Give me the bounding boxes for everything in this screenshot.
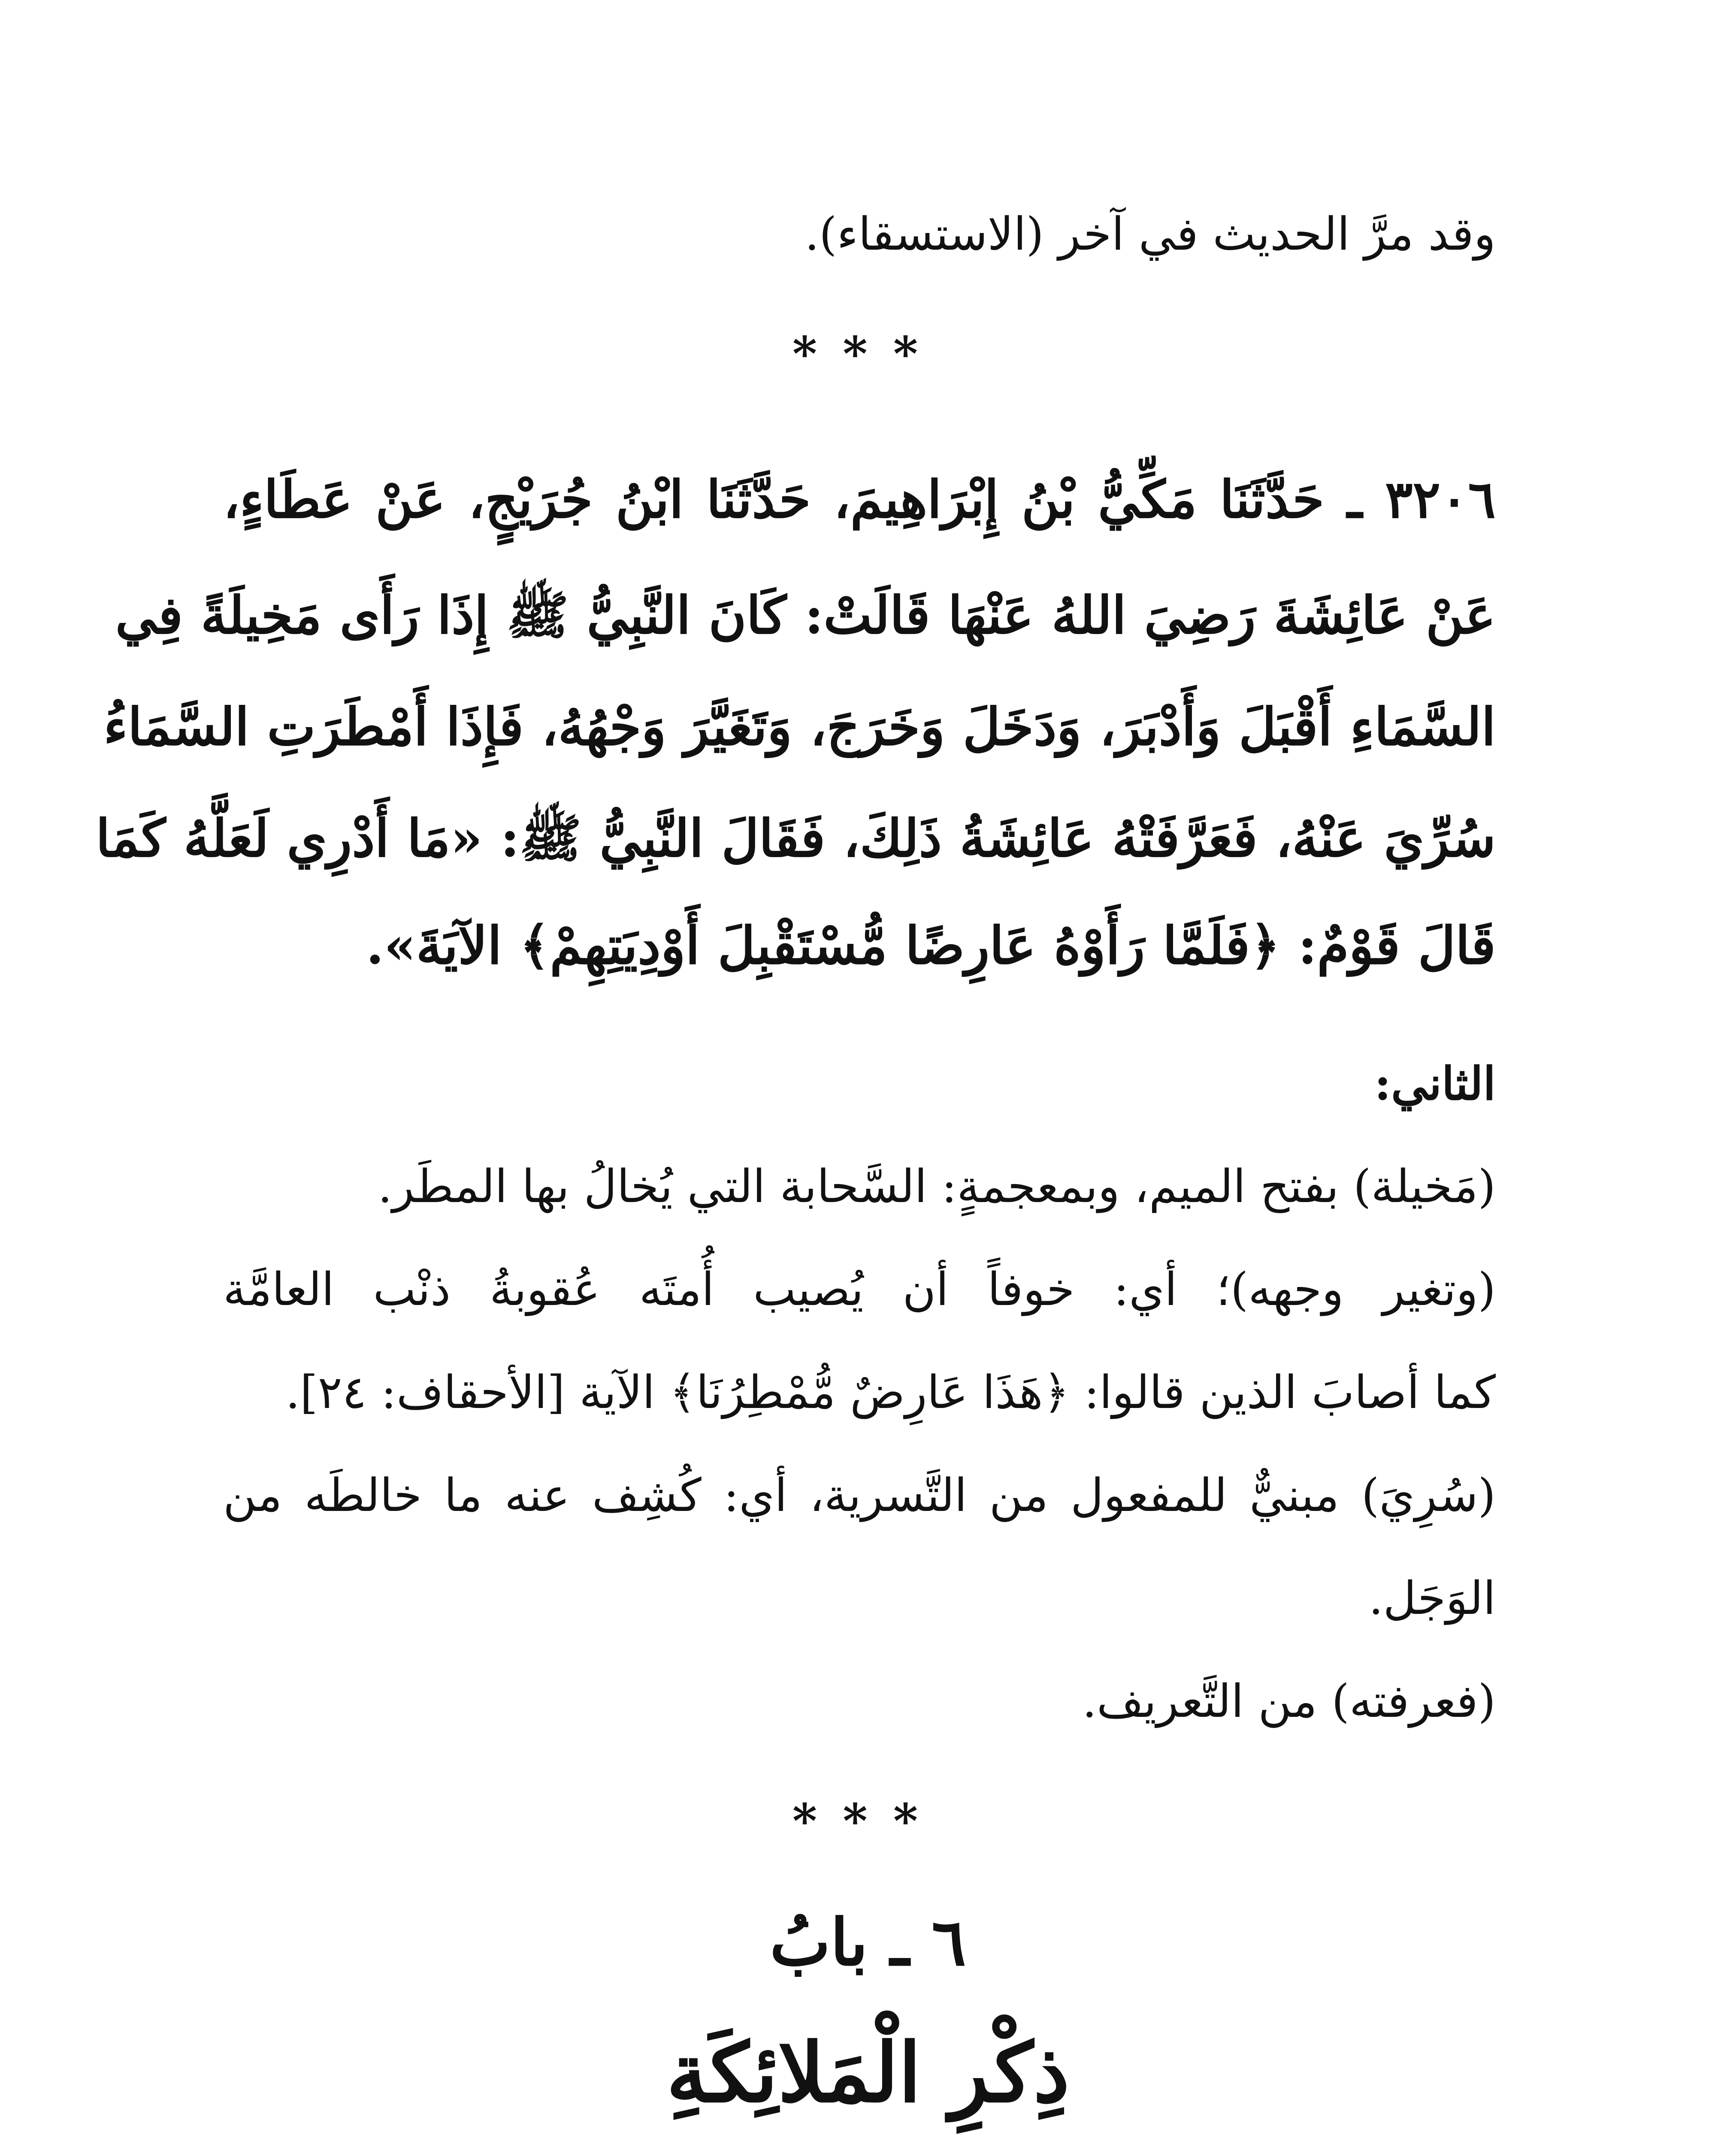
commentary-line-6: (فعرفته) من التَّعريف. xyxy=(1082,1675,1496,1728)
commentary-line-2: (وتغير وجهه)؛ أي: خوفاً أن يُصيب أُمتَه عُقوبةُ ذنْب العامَّة xyxy=(223,1263,1496,1316)
separator-stars: *** xyxy=(792,326,944,381)
hadith-line-4: سُرِّيَ عَنْهُ، فَعَرَّفَتْهُ عَائِشَةُ ذَلِكَ، فَقَالَ النَّبِيُّ ﷺ: «مَا أَدْرِي لَعَلَّهُ كَمَا xyxy=(96,808,1496,869)
hadith-line-2: عَنْ عَائِشَةَ رَضِيَ اللهُ عَنْهَا قَالَتْ: كَانَ النَّبِيُّ ﷺ إِذَا رَأَى مَخِيلَةً فِي xyxy=(115,585,1496,646)
commentary-line-5: الوَجَل. xyxy=(1368,1572,1496,1625)
commentary-line-4: (سُرِيَ) مبنيٌّ للمفعول من التَّسرية، أي: كُشِف عنه ما خالطَه من xyxy=(223,1469,1496,1522)
intro-line: وقد مرَّ الحديث في آخر (الاستسقاء). xyxy=(804,208,1496,260)
commentary-line-1: (مَخيلة) بفتح الميم، وبمعجمةٍ: السَّحابة التي يُخالُ بها المطَر. xyxy=(378,1160,1496,1213)
hadith-line-3: السَّمَاءِ أَقْبَلَ وَأَدْبَرَ، وَدَخَلَ وَخَرَجَ، وَتَغَيَّرَ وَجْهُهُ، فَإِذَا أَمْطَرَتِ السَّمَاءُ xyxy=(103,697,1496,757)
chapter-title: ذِكْرِ الْمَلائِكَةِ xyxy=(666,2025,1070,2121)
separator-stars-2: *** xyxy=(792,1793,944,1849)
chapter-number: ٦ ـ بابُ xyxy=(770,1905,966,1980)
commentary-line-3: كما أصابَ الذين قالوا: ﴿هَذَا عَارِضٌ مُّمْطِرُنَا﴾ الآية [الأحقاف: ٢٤]. xyxy=(285,1366,1496,1419)
hadith-line-1: ٣٢٠٦ ـ حَدَّثَنَا مَكِّيُّ بْنُ إِبْرَاهِيمَ، حَدَّثَنَا ابْنُ جُرَيْجٍ، عَنْ عَطَاءٍ، xyxy=(223,469,1496,530)
hadith-line-5: قَالَ قَوْمٌ: ﴿فَلَمَّا رَأَوْهُ عَارِضًا مُّسْتَقْبِلَ أَوْدِيَتِهِمْ﴾ الآيَةَ». xyxy=(366,915,1496,976)
commentary-heading: الثاني: xyxy=(1374,1057,1496,1110)
